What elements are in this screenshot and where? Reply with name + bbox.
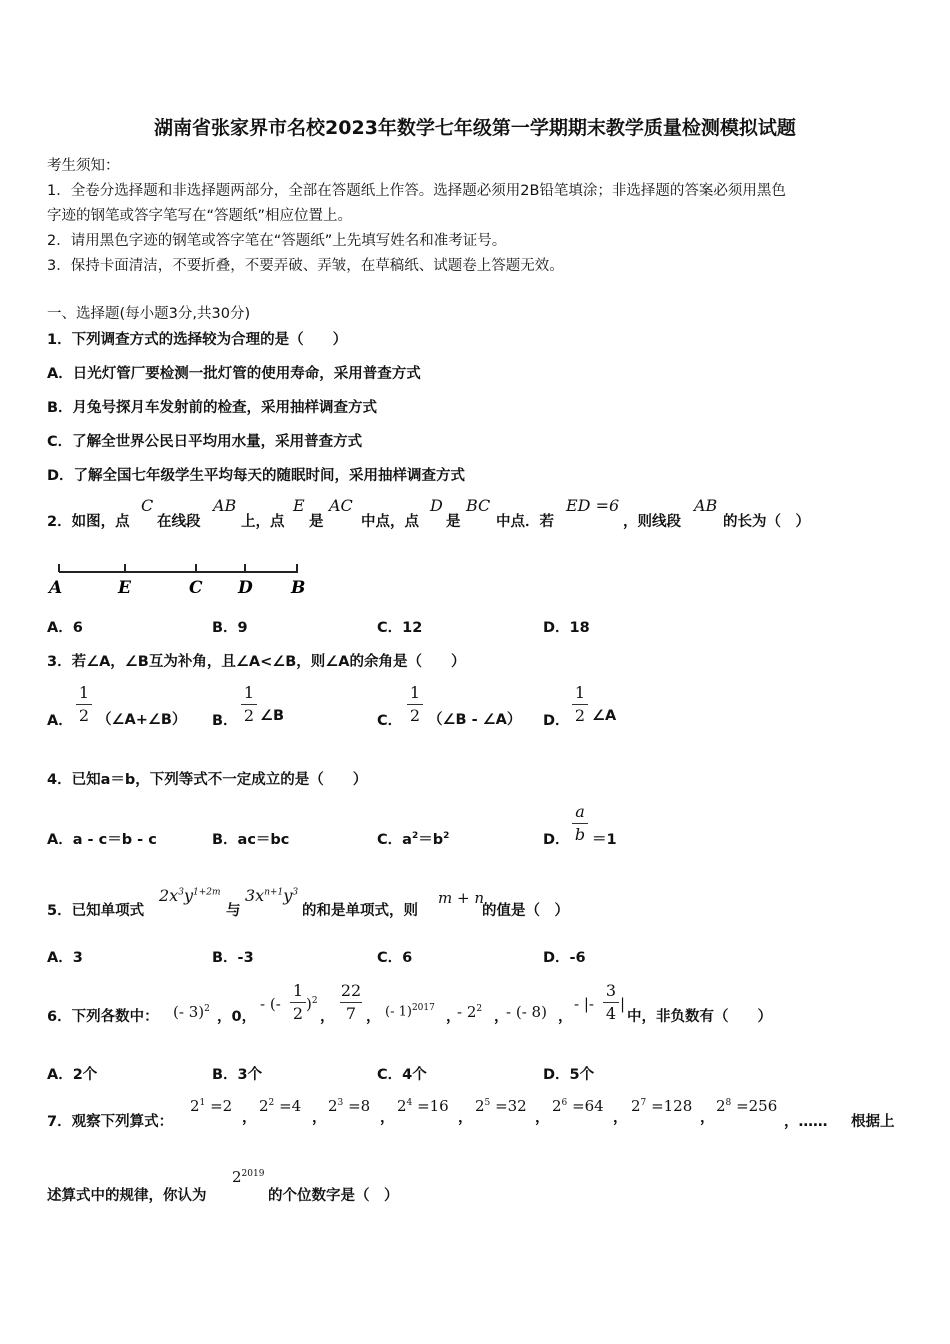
q7-eq-6: $2^6 =64$ — [552, 1097, 604, 1115]
q7-eq-7: $2^7 =128$ — [631, 1097, 693, 1115]
notice-line-1: 1．全卷分选择题和非选择题两部分，全部在答题纸上作答。选择题必须用2B铅笔填涂；非选择题的答案必须用黑色 — [47, 183, 786, 199]
q3-option-b-expr: ∠B — [260, 708, 285, 724]
q7-text-1: 7．观察下列算式： — [47, 1114, 174, 1130]
q7-sep-2: ， — [312, 1110, 327, 1126]
q3-option-a-label: A． — [47, 713, 73, 729]
q3-option-d-fraction — [572, 684, 588, 725]
q5-term-2: $3x^{n+1}y^3$ — [245, 886, 299, 905]
q5-text-2: 与 — [226, 903, 241, 919]
q7-sep-6: ， — [613, 1110, 628, 1126]
q2-text-5: 中点，点 — [361, 514, 419, 530]
fraction-denominator: 2 — [409, 706, 421, 725]
q6-sep-6: ， — [558, 1009, 573, 1025]
q5-option-d: D．-6 — [543, 950, 586, 966]
fraction-numerator: 1 — [574, 683, 586, 702]
q2-line-segment-diagram — [45, 556, 315, 600]
notice-line-1b: 字迹的钢笔或答字笔写在“答题纸”相应位置上。 — [47, 208, 353, 224]
section-heading: 一、选择题(每小题3分,共30分) — [47, 306, 251, 322]
q6-expr-2a: - (- — [260, 995, 281, 1013]
q2-point-d: D — [430, 496, 443, 515]
q6-expr-7-fraction: 3 4 — [603, 982, 619, 1023]
q1-stem: 1．下列调查方式的选择较为合理的是（ ） — [47, 332, 348, 348]
q1-option-b: B．月兔号探月车发射前的检查，采用抽样调查方式 — [47, 400, 378, 416]
q7-eq-3: $2^3 =8$ — [328, 1097, 371, 1115]
q7-eq-5: $2^5 =32$ — [475, 1097, 527, 1115]
q6-expr-2-fraction: 1 2 — [290, 982, 306, 1023]
q4-option-d-fraction — [572, 803, 588, 844]
q4-option-c — [377, 828, 449, 849]
fraction-denominator: 2 — [243, 706, 255, 725]
q2-option-c: C．12 — [377, 620, 423, 636]
fraction-denominator: b — [574, 825, 586, 844]
q6-expr-3-fraction: 22 7 — [340, 981, 362, 1023]
label-c: C — [189, 578, 203, 598]
q2-segment-ab-2: AB — [694, 496, 718, 515]
q7-sep-7: ， — [700, 1110, 715, 1126]
q5-text-1: 5．已知单项式 — [47, 903, 145, 919]
fraction-numerator: a — [575, 802, 585, 821]
q3-option-b-fraction — [241, 684, 257, 725]
q6-expr-1: (- 3)$^2$ — [173, 1003, 210, 1021]
q5-option-a: A．3 — [47, 950, 83, 966]
q6-text-2: 中，非负数有（ ） — [627, 1009, 772, 1025]
q2-option-d: D．18 — [543, 620, 590, 636]
q4-option-d-label: D． — [543, 832, 570, 848]
q2-option-b: B．9 — [212, 620, 248, 636]
fraction-numerator: 1 — [243, 683, 255, 702]
q5-option-c: C．6 — [377, 950, 413, 966]
notice-heading: 考生须知： — [47, 158, 120, 174]
q4-c-exp-1: 2 — [411, 831, 419, 842]
fraction-numerator: 1 — [78, 683, 90, 702]
q2-point-e: E — [293, 496, 305, 515]
q6-text-1: 6．下列各数中： — [47, 1009, 159, 1025]
q7-sep-1: ， — [242, 1110, 257, 1126]
q5-text-3: 的和是单项式，则 — [302, 903, 418, 919]
q6-option-d: D．5个 — [543, 1067, 595, 1083]
q3-option-a-fraction — [76, 684, 92, 725]
q2-segment-ab: AB — [213, 496, 237, 515]
q6-option-a: A．2个 — [47, 1067, 98, 1083]
q7-sep-5: ， — [535, 1110, 550, 1126]
q4-c-exp-2: 2 — [443, 831, 450, 842]
q2-text-1: 2．如图，点 — [47, 514, 130, 530]
q6-expr-7a: - |- — [574, 995, 594, 1013]
q1-option-d: D．了解全国七年级学生平均每天的随眠时间，采用抽样调查方式 — [47, 468, 466, 484]
q4-option-b: B．ac＝bc — [212, 832, 290, 848]
q3-option-d-label: D． — [543, 713, 570, 729]
q3-option-b-label: B． — [212, 713, 238, 729]
page-title: 湖南省张家界市名校2023年数学七年级第一学期期末教学质量检测模拟试题 — [154, 117, 796, 139]
q5-option-b: B．-3 — [212, 950, 254, 966]
q3-option-c-label: C． — [377, 713, 403, 729]
q6-sep-3: ， — [366, 1009, 381, 1025]
q4-option-d-tail: ＝1 — [592, 832, 617, 848]
q2-text-4: 是 — [309, 514, 324, 530]
q3-option-c-expr: （∠B - ∠A） — [428, 712, 522, 728]
q2-text-9: 的长为（ ） — [723, 514, 810, 530]
label-e: E — [118, 578, 131, 598]
fraction-denominator: 2 — [574, 706, 586, 725]
q7-sep-4: ， — [458, 1110, 473, 1126]
label-a: A — [49, 578, 63, 598]
q7-text-2b: 的个位数字是（ ） — [268, 1188, 399, 1204]
q7-text-2a: 述算式中的规律，你认为 — [47, 1188, 207, 1204]
q6-sep-4: ， — [446, 1009, 461, 1025]
q3-option-d-expr: ∠A — [592, 708, 617, 724]
q2-text-8: ，则线段 — [623, 514, 681, 530]
q4-option-a: A．a - c＝b - c — [47, 832, 157, 848]
q2-text-2: 在线段 — [157, 514, 201, 530]
q6-sep-5: ， — [494, 1009, 509, 1025]
q6-expr-6: - (- 8) — [506, 1003, 547, 1021]
q4-c-label: C．a — [377, 832, 412, 848]
q6-expr-5: - $2^2$ — [457, 1003, 483, 1021]
q6-expr-7b: | — [620, 995, 626, 1013]
q2-segment-bc: BC — [466, 496, 491, 515]
q7-eq-4: $2^4 =16$ — [397, 1097, 449, 1115]
q7-text-tail: 根据上 — [851, 1114, 895, 1130]
q7-ellipsis: ，…… — [784, 1114, 828, 1130]
q7-sep-3: ， — [380, 1110, 395, 1126]
q7-eq-2: $2^2 =4$ — [259, 1097, 302, 1115]
q6-sep-2: ， — [320, 1009, 335, 1025]
q2-segment-ac: AC — [329, 496, 353, 515]
q3-option-a-expr: （∠A+∠B） — [97, 712, 187, 728]
q1-option-a: A．日光灯管厂要检测一批灯管的使用寿命，采用普查方式 — [47, 366, 421, 382]
label-b: B — [291, 578, 306, 598]
q5-m-plus-n: m + n — [438, 889, 484, 907]
notice-line-3: 3．保持卡面清洁，不要折叠，不要弄破、弄皱，在草稿纸、试题卷上答题无效。 — [47, 258, 564, 274]
fraction-numerator: 1 — [409, 683, 421, 702]
q4-c-mid: ＝b — [418, 832, 444, 848]
q2-option-a: A．6 — [47, 620, 83, 636]
q2-text-3: 上，点 — [241, 514, 285, 530]
q2-text-6: 是 — [446, 514, 461, 530]
label-d: D — [238, 578, 253, 598]
q7-eq-8: $2^8 =256$ — [716, 1097, 778, 1115]
q7-eq-1: $2^1 =2$ — [190, 1097, 233, 1115]
q6-expr-4: (- 1)$^{2017}$ — [385, 1003, 435, 1020]
notice-line-2: 2．请用黑色字迹的钢笔或答字笔在“答题纸”上先填写姓名和准考证号。 — [47, 233, 507, 249]
q6-sep-1: ，0， — [217, 1009, 257, 1025]
q2-text-7: 中点．若 — [496, 514, 554, 530]
q7-power: $2^{2019}$ — [232, 1168, 265, 1186]
q3-stem: 3．若∠A，∠B互为补角，且∠A<∠B，则∠A的余角是（ ） — [47, 654, 466, 670]
q2-point-c: C — [141, 496, 154, 515]
q5-term-1: $2x^3y^{1+2m}$ — [159, 886, 221, 905]
q5-text-4: 的值是（ ） — [482, 903, 569, 919]
q4-stem: 4．已知a＝b，下列等式不一定成立的是（ ） — [47, 772, 368, 788]
q6-expr-2b: )$^2$ — [306, 995, 318, 1013]
q6-option-c: C．4个 — [377, 1067, 427, 1083]
q2-condition-ed: ED =6 — [566, 496, 620, 515]
q1-option-c: C．了解全世界公民日平均用水量，采用普查方式 — [47, 434, 363, 450]
q3-option-c-fraction — [407, 684, 423, 725]
fraction-denominator: 2 — [78, 706, 90, 725]
q6-option-b: B．3个 — [212, 1067, 263, 1083]
